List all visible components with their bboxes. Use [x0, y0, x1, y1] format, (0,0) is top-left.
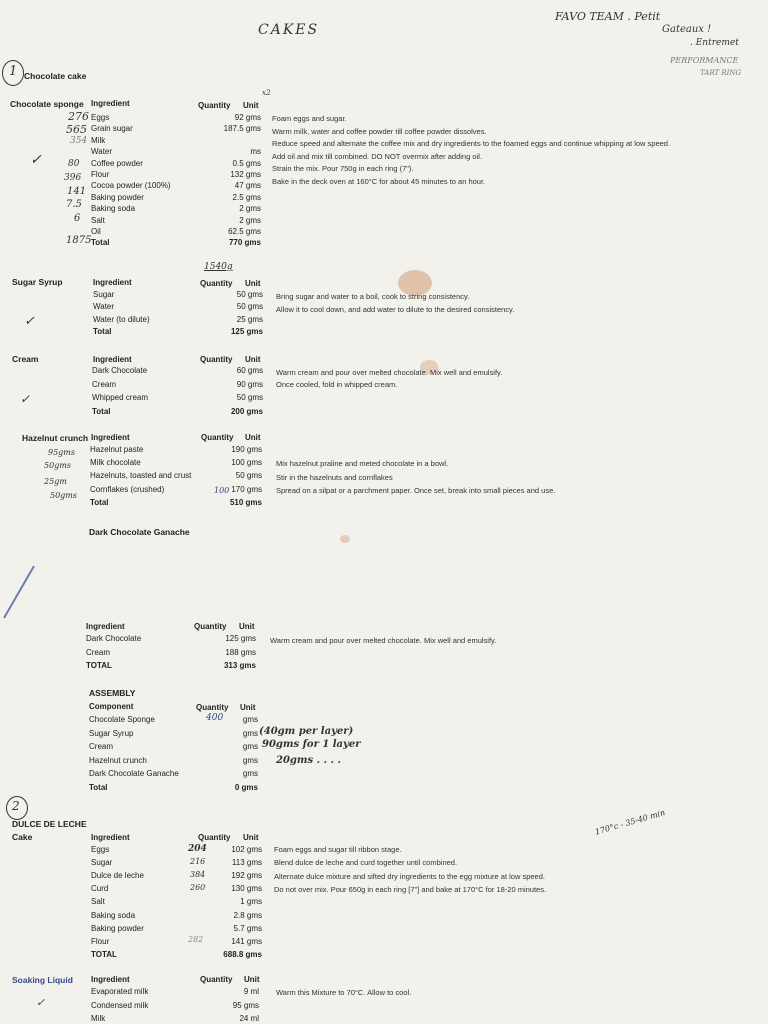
- column-header: Quantity: [200, 355, 233, 364]
- handwritten-note: 50gms: [50, 491, 77, 500]
- handwritten-note: 100: [214, 486, 230, 495]
- ingredient-name: Flour: [91, 936, 110, 946]
- ingredient-quantity: 25 gms: [236, 314, 263, 324]
- method-step: Warm cream and pour over melted chocolate. Mix well and emulsify.: [276, 368, 503, 377]
- column-header: Unit: [243, 833, 259, 842]
- ingredient-quantity: 5.7 gms: [233, 923, 262, 933]
- ingredient-name: Cornflakes (crushed): [90, 484, 165, 494]
- ingredient-quantity: gms: [242, 742, 258, 751]
- ingredient-quantity: 0.5 gms: [232, 158, 261, 168]
- ingredient-quantity: 510 gms: [229, 497, 262, 507]
- ingredient-quantity: 200 gms: [230, 406, 263, 416]
- column-header: Ingredient: [91, 833, 130, 842]
- handwritten-note: . Entremet: [690, 38, 739, 48]
- ingredient-name: Salt: [91, 215, 105, 225]
- method-step: Alternate dulce mixture and sifted dry ingredients to the egg mixture at low speed.: [274, 871, 545, 881]
- section-label: Soaking Liquid: [12, 975, 73, 985]
- ingredient-quantity: 47 gms: [234, 181, 261, 191]
- checkmark-icon: ✓: [20, 392, 31, 406]
- ingredient-quantity: gms: [242, 769, 258, 778]
- handwritten-note: FAVO TEAM . Petit: [555, 10, 661, 23]
- ingredient-name: Total: [92, 406, 111, 416]
- handwritten-note: 565: [66, 123, 87, 136]
- ingredient-quantity: 113 gms: [231, 858, 262, 868]
- handwritten-note: 216: [190, 857, 206, 866]
- ingredient-name: Milk: [91, 1014, 106, 1023]
- handwritten-note: 396: [64, 173, 82, 183]
- column-header: Quantity: [196, 703, 229, 712]
- pen-mark: [0, 560, 40, 620]
- ingredient-name: Grain sugar: [91, 124, 133, 134]
- method-step: Strain the mix. Pour 750g in each ring (7").: [272, 164, 414, 173]
- handwritten-note: 170°c - 35-40 min: [594, 808, 667, 837]
- column-header: Unit: [245, 279, 261, 288]
- method-step: Add oil and mix till combined. DO NOT overmix after adding oil.: [272, 151, 482, 161]
- handwritten-note: 1540g: [204, 262, 233, 272]
- handwritten-note: 260: [190, 883, 206, 892]
- ingredient-quantity: 9 ml: [243, 987, 259, 996]
- ingredient-quantity: 192 gms: [231, 871, 262, 881]
- handwritten-note: x2: [262, 89, 271, 97]
- ingredient-name: Baking powder: [91, 192, 144, 202]
- ingredient-name: Oil: [91, 227, 101, 236]
- handwritten-note: Gateaux !: [662, 24, 712, 35]
- handwritten-note: PERFORMANCE: [670, 56, 739, 65]
- ingredient-name: Flour: [91, 170, 110, 179]
- column-header: Unit: [239, 622, 255, 631]
- ingredient-quantity: 125 gms: [225, 634, 256, 643]
- ingredient-quantity: 130 gms: [231, 884, 262, 894]
- ingredient-name: Cocoa powder (100%): [91, 181, 171, 191]
- ingredient-quantity: 0 gms: [234, 782, 258, 792]
- ingredient-quantity: gms: [242, 728, 258, 738]
- column-header: Quantity: [198, 101, 231, 110]
- ingredient-quantity: 125 gms: [230, 326, 263, 336]
- ingredient-name: Sugar Syrup: [89, 728, 134, 738]
- ingredient-quantity: 2.5 gms: [232, 192, 261, 202]
- method-step: Warm milk, water and coffee powder till coffee powder dissolves.: [272, 126, 487, 136]
- ingredient-name: Baking soda: [91, 204, 136, 214]
- ingredient-name: Total: [91, 238, 110, 248]
- ingredient-quantity: 187.5 gms: [223, 124, 261, 134]
- method-step: Mix hazelnut praline and meted chocolate in a bowl.: [276, 459, 449, 468]
- handwritten-note: 400: [206, 713, 224, 723]
- ingredient-name: Eggs: [91, 845, 110, 854]
- ingredient-quantity: 190 gms: [231, 445, 262, 454]
- handwritten-note: 25gm: [44, 477, 67, 486]
- checkmark-icon: ✓: [30, 152, 42, 168]
- handwritten-note: 50gms: [44, 461, 71, 470]
- ingredient-quantity: ms: [250, 147, 261, 157]
- ingredient-quantity: gms: [242, 715, 258, 724]
- ingredient-quantity: 770 gms: [228, 238, 261, 248]
- ingredient-quantity: 95 gms: [232, 1000, 259, 1010]
- section-number: 2: [12, 799, 20, 813]
- ingredient-name: Cream: [92, 379, 117, 389]
- ingredient-name: Whipped cream: [92, 393, 149, 402]
- ingredient-name: Water: [93, 302, 115, 312]
- ingredient-quantity: 50 gms: [235, 471, 262, 481]
- ingredient-quantity: 188 gms: [225, 647, 256, 657]
- column-header: Ingredient: [91, 975, 130, 984]
- ingredient-quantity: 62.5 gms: [228, 227, 261, 236]
- ingredient-quantity: 2 gms: [239, 204, 261, 214]
- ingredient-name: Evaporated milk: [91, 987, 149, 996]
- ingredient-quantity: 60 gms: [236, 366, 263, 375]
- ingredient-quantity: 90 gms: [236, 379, 263, 389]
- column-header: Ingredient: [93, 355, 132, 364]
- ingredient-quantity: 313 gms: [223, 661, 256, 670]
- checkmark-icon: ✓: [36, 996, 46, 1009]
- section-label: Sugar Syrup: [12, 277, 63, 287]
- column-header: Unit: [245, 355, 261, 364]
- ingredient-name: Dark Chocolate: [86, 634, 142, 643]
- method-step: Warm this Mixture to 70°C. Allow to cool.: [276, 988, 412, 997]
- ingredient-name: Water: [91, 147, 113, 157]
- ingredient-quantity: 688.8 gms: [223, 949, 262, 959]
- handwritten-note: 276: [68, 110, 89, 123]
- method-step: Stir in the hazelnuts and cornflakes: [276, 472, 393, 482]
- recipe-title: DULCE DE LECHE: [12, 819, 87, 829]
- ingredient-name: Sugar: [93, 290, 115, 299]
- method-step: Allow it to cool down, and add water to dilute to the desired consistency.: [276, 304, 515, 314]
- handwritten-note: 354: [70, 136, 88, 146]
- column-header: Unit: [244, 975, 260, 984]
- ingredient-name: Hazelnuts, toasted and crust: [90, 471, 192, 481]
- ingredient-quantity: 141 gms: [231, 936, 262, 946]
- ingredient-name: Dark Chocolate Ganache: [89, 769, 179, 778]
- section-label: Hazelnut crunch: [22, 433, 89, 443]
- ingredient-quantity: 50 gms: [236, 290, 263, 299]
- ingredient-name: Condensed milk: [91, 1000, 149, 1010]
- recipe-title: Chocolate cake: [24, 71, 87, 81]
- method-step: Spread on a silpat or a parchment paper. Once set, break into small pieces and use.: [276, 486, 556, 495]
- ingredient-name: Milk chocolate: [90, 458, 141, 468]
- stain: [340, 535, 350, 543]
- method-step: Foam eggs and sugar.: [272, 114, 347, 123]
- column-header: Quantity: [201, 433, 234, 442]
- ingredient-name: Curd: [91, 884, 109, 894]
- ingredient-name: Baking powder: [91, 923, 144, 933]
- handwritten-note: 7.5: [66, 199, 82, 210]
- ingredient-name: Dulce de leche: [91, 871, 144, 881]
- method-step: Do not over mix. Pour 650g in each ring [7"] and bake at 170°C for 18-20 minutes.: [274, 884, 547, 894]
- handwritten-note: 95gms: [48, 448, 75, 457]
- ingredient-name: Hazelnut paste: [90, 445, 144, 454]
- handwritten-note: 384: [190, 870, 206, 879]
- ingredient-name: Water (to dilute): [93, 314, 150, 324]
- method-step: Foam eggs and sugar till ribbon stage.: [274, 845, 402, 854]
- handwritten-note: 204: [188, 844, 207, 854]
- handwritten-note: 80: [68, 159, 80, 169]
- ingredient-name: TOTAL: [91, 949, 117, 959]
- ingredient-quantity: 132 gms: [230, 170, 261, 179]
- ingredient-quantity: 50 gms: [236, 393, 263, 402]
- ingredient-quantity: 50 gms: [236, 302, 263, 312]
- method-step: Once cooled, fold in whipped cream.: [276, 380, 398, 389]
- column-header: Quantity: [194, 622, 227, 631]
- ingredient-name: Total: [89, 782, 108, 792]
- ingredient-quantity: 1 gms: [240, 897, 262, 907]
- column-header: Unit: [245, 433, 261, 442]
- ingredient-name: Baking soda: [91, 910, 136, 920]
- method-step: Reduce speed and alternate the coffee mix and dry ingredients to the foamed eggs and continue whipping at low speed.: [272, 139, 671, 148]
- section-label: Cake: [12, 832, 33, 842]
- ingredient-name: Cream: [86, 647, 111, 657]
- handwritten-note: 20gms . . . .: [276, 755, 341, 766]
- ingredient-name: Total: [90, 497, 109, 507]
- ingredient-name: Dark Chocolate: [92, 366, 148, 375]
- column-header: Quantity: [200, 279, 233, 288]
- ingredient-quantity: 2.8 gms: [233, 910, 262, 920]
- section-label: Cream: [12, 354, 39, 364]
- handwritten-note: 6: [74, 213, 81, 224]
- handwritten-note: 141: [67, 186, 87, 197]
- section-label: Chocolate sponge: [10, 99, 84, 109]
- handwritten-note: (40gm per layer): [259, 726, 354, 737]
- handwritten-note: TART RING: [700, 69, 742, 77]
- checkmark-icon: ✓: [24, 314, 35, 329]
- ingredient-quantity: 24 ml: [239, 1014, 259, 1023]
- section-label: Dark Chocolate Ganache: [89, 527, 190, 537]
- ingredient-name: Salt: [91, 897, 105, 907]
- ingredient-quantity: 100 gms: [231, 458, 262, 468]
- ingredient-quantity: gms: [242, 755, 258, 765]
- column-header: Unit: [240, 703, 256, 712]
- column-header: Ingredient: [93, 278, 132, 287]
- handwritten-note: 90gms for 1 layer: [262, 739, 361, 750]
- column-header: Unit: [243, 101, 259, 110]
- ingredient-name: Sugar: [91, 858, 113, 868]
- ingredient-quantity: 2 gms: [239, 215, 261, 225]
- page-title: CAKES: [258, 22, 320, 38]
- ingredient-name: Total: [93, 326, 112, 336]
- method-step: Bake in the deck oven at 160°C for about 45 minutes to an hour.: [272, 176, 486, 186]
- section-label: ASSEMBLY: [89, 688, 136, 698]
- column-header: Quantity: [200, 975, 233, 984]
- ingredient-name: Milk: [91, 135, 106, 145]
- column-header: Component: [89, 702, 134, 711]
- method-step: Bring sugar and water to a boil, cook to string consistency.: [276, 292, 470, 301]
- ingredient-name: Coffee powder: [91, 158, 143, 168]
- ingredient-quantity: 92 gms: [234, 113, 261, 122]
- method-step: Blend dulce de leche and curd together until combined.: [274, 858, 458, 868]
- method-step: Warm cream and pour over melted chocolate. Mix well and emulsify.: [270, 636, 497, 645]
- ingredient-name: Cream: [89, 742, 114, 751]
- section-number: 1: [9, 64, 18, 79]
- ingredient-name: TOTAL: [86, 661, 112, 670]
- column-header: Ingredient: [91, 433, 130, 442]
- ingredient-name: Chocolate Sponge: [89, 715, 155, 724]
- ingredient-quantity: 102 gms: [231, 845, 262, 854]
- ingredient-quantity: 170 gms: [231, 484, 262, 494]
- handwritten-note: 282: [188, 935, 204, 944]
- ingredient-name: Hazelnut crunch: [89, 755, 147, 765]
- handwritten-note: 1875: [66, 235, 92, 246]
- column-header: Quantity: [198, 833, 231, 842]
- ingredient-name: Eggs: [91, 113, 110, 122]
- column-header: Ingredient: [91, 99, 130, 108]
- column-header: Ingredient: [86, 622, 125, 631]
